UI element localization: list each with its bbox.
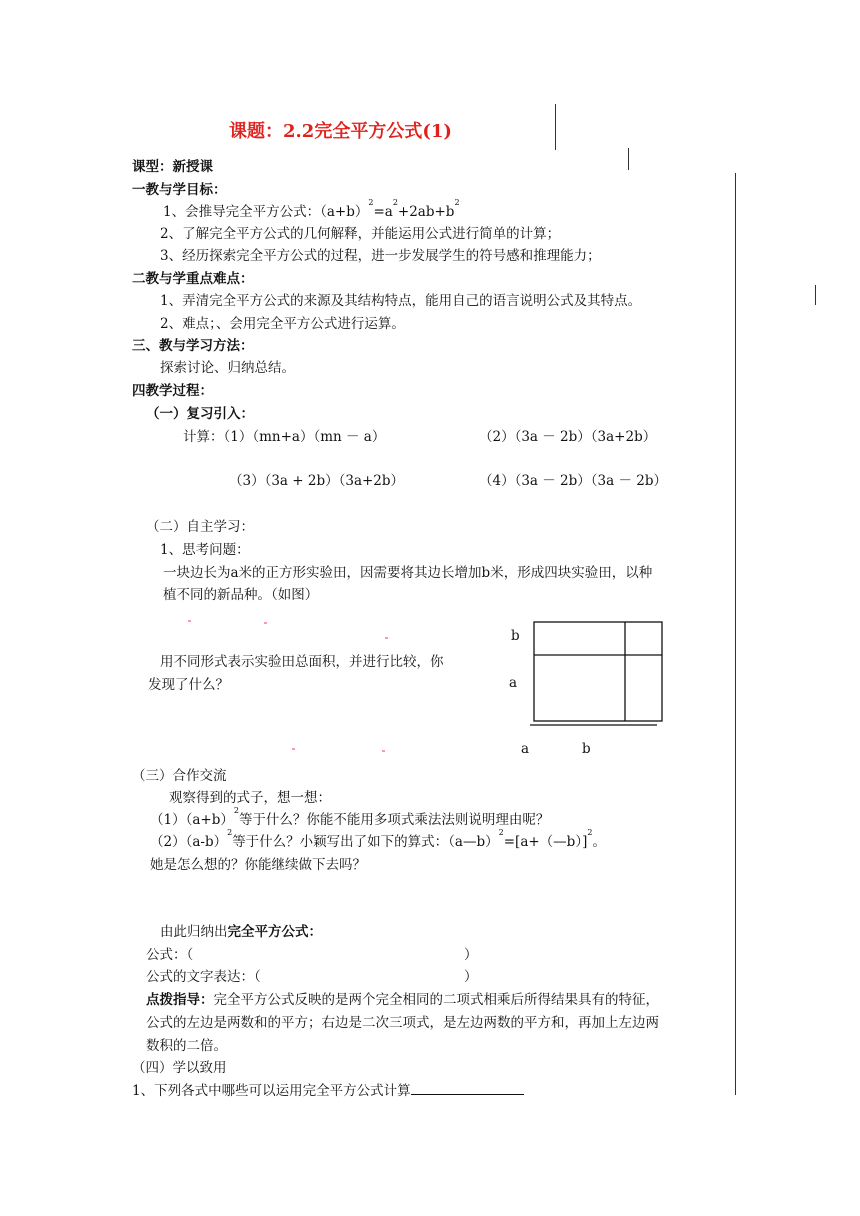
exercise-1: 1、下列各式中哪些可以运用完全平方公式计算	[132, 1079, 524, 1099]
vertical-rule-1	[555, 104, 556, 150]
question-1: $(1)(a+b)^2$等于什么？你能不能用多项式乘法法则说明理由呢？	[150, 806, 550, 828]
figure-label-b-bottom: b	[582, 741, 591, 757]
vertical-rule-4	[815, 285, 816, 305]
artifact-dot	[382, 750, 385, 752]
problem-line-1: 一块边长为a米的正方形实验田，因需要将其边长增加b米，形成四块实验田，以种	[163, 565, 653, 581]
goal-item-3: 3、经历探索完全平方公式的过程，进一步发展学生的符号感和推理能力；	[160, 248, 601, 264]
calc-1: 计算：（1）（mn+a）（mn － a）	[183, 429, 386, 445]
observe-text: 观察得到的式子，想一想：	[169, 790, 331, 806]
artifact-dot	[188, 620, 191, 622]
compare-line-1: 用不同形式表示实验田总面积，并进行比较，你	[160, 654, 444, 670]
part-1-heading: （一）复习引入：	[146, 406, 254, 422]
formula-text-close: ）	[464, 969, 478, 985]
artifact-dot	[264, 622, 267, 624]
calc-3: （3）（3a + 2b）（3a+2b）	[229, 473, 405, 489]
answer-blank	[411, 1082, 524, 1095]
section-3-heading: 三、教与学习方法：	[132, 338, 254, 354]
part-2-heading: （二）自主学习：	[146, 519, 254, 535]
calc-2: （2）（3a － 2b）（3a+2b）	[479, 429, 657, 445]
square-figure	[520, 615, 670, 730]
question-2: $(2)(a-b)^2$等于什么？小颖写出了如下的算式：（a—b）$^2$=[a+（—b）]$^2$。	[150, 828, 606, 850]
vertical-rule-2	[628, 148, 629, 170]
calc-4: （4）（3a － 2b）（3a － 2b）	[479, 473, 667, 489]
hint-line-1: 点拨指导：完全平方公式反映的是两个完全相同的二项式相乘后所得结果具有的特征，	[146, 992, 659, 1008]
figure-label-a-left: a	[509, 675, 518, 691]
formula-close: ）	[464, 947, 478, 963]
artifact-dot	[292, 748, 295, 750]
key-point-2: 2、难点；、会用完全平方公式进行运算。	[160, 316, 405, 332]
part-4-heading: （四）学以致用	[132, 1060, 227, 1076]
section-4-heading: 四教学过程：	[132, 383, 213, 399]
section-2-heading: 二教与学重点难点：	[132, 271, 254, 287]
square-outline	[534, 622, 662, 721]
course-type: 课型：新授课	[132, 159, 213, 175]
formula-label: 公式：（	[146, 947, 194, 963]
question-2-follow: 她是怎么想的？你能继续做下去吗？	[150, 857, 366, 873]
problem-line-2: 植不同的新品种。（如图）	[163, 587, 319, 603]
vertical-rule-3	[735, 173, 736, 1095]
section-1-heading: 一教与学目标：	[132, 182, 227, 198]
hint-line-3: 数积的二倍。	[146, 1038, 227, 1054]
page-title: 课题：2.2完全平方公式(1)	[229, 121, 452, 142]
key-point-1: 1、弄清完全平方公式的来源及其结构特点，能用自己的语言说明公式及其特点。	[160, 293, 642, 309]
part-3-heading: （三）合作交流	[132, 768, 227, 784]
artifact-dot	[385, 637, 388, 639]
formula-text-label: 公式的文字表达：（	[146, 969, 261, 985]
method-text: 探索讨论、归纳总结。	[160, 360, 295, 376]
induce-line: 由此归纳出完全平方公式：	[160, 924, 322, 940]
goal-item-1: 1、会推导完全平方公式：$(a+b)^2=a^2+2ab+b^2$	[163, 198, 460, 220]
goal-item-2: 2、了解完全平方公式的几何解释，并能运用公式进行简单的计算；	[160, 226, 561, 242]
compare-line-2: 发现了什么？	[148, 677, 229, 693]
hint-line-2: 公式的左边是两数和的平方；右边是二次三项式，是左边两数的平方和，再加上左边两	[146, 1015, 659, 1031]
figure-label-b-left: b	[511, 628, 520, 644]
figure-label-a-bottom: a	[521, 741, 530, 757]
think-label: 1、思考问题：	[160, 542, 250, 558]
